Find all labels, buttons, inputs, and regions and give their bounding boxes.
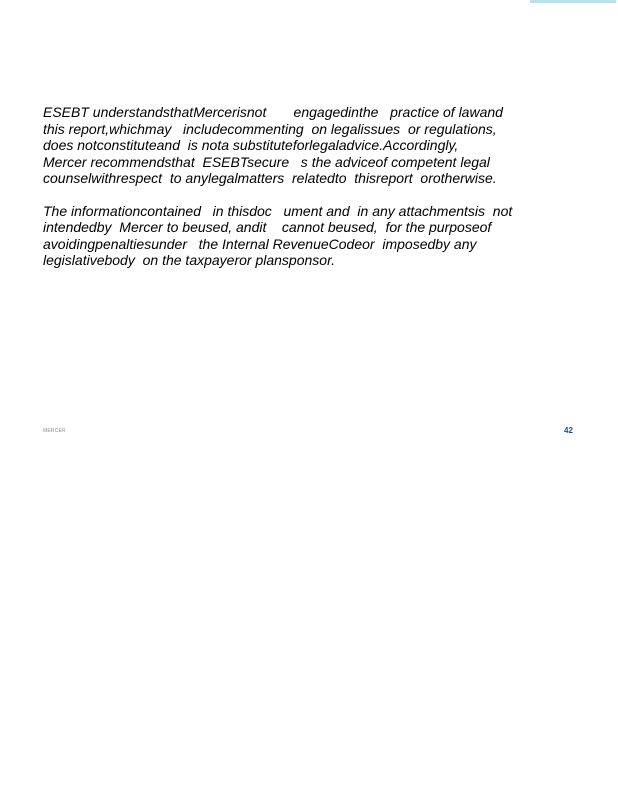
paragraph-line: counselwithrespect to anylegalmatters relatedto thisreport orotherwise. [43,170,497,186]
paragraph-line: The informationcontained in thisdoc ument and in any attachmentsis not [43,202,513,219]
paragraph-line: this report,whichmay includecommenting on legalissues or regulations, [43,120,497,137]
paragraph-line: intendedby Mercer to beused, andit cannot beused, for the purposeof [43,219,492,235]
legal-advice-paragraph [43,104,563,187]
paragraph-line: does notconstituteand is nota substituteforlegaladvice.Accordingly, [43,137,459,153]
disclaimer-text [43,104,563,285]
page-number: 42 [564,426,573,435]
paragraph-line: avoidingpenaltiesunder the Internal RevenueCodeor imposedby any [43,235,477,252]
paragraph-line: Mercer recommendsthat ESEBTsecure s the adviceof competent legal [43,153,490,170]
paragraph-line: legislativebody on the taxpayeror plansponsor. [43,252,336,268]
paragraph-line: ESEBT understandsthatMercerisnot engagedinthe practice of lawand [43,104,503,120]
tax-disclaimer-paragraph [43,203,563,269]
footer-brand: MERCER [43,428,66,434]
top-accent-bar [530,0,616,3]
